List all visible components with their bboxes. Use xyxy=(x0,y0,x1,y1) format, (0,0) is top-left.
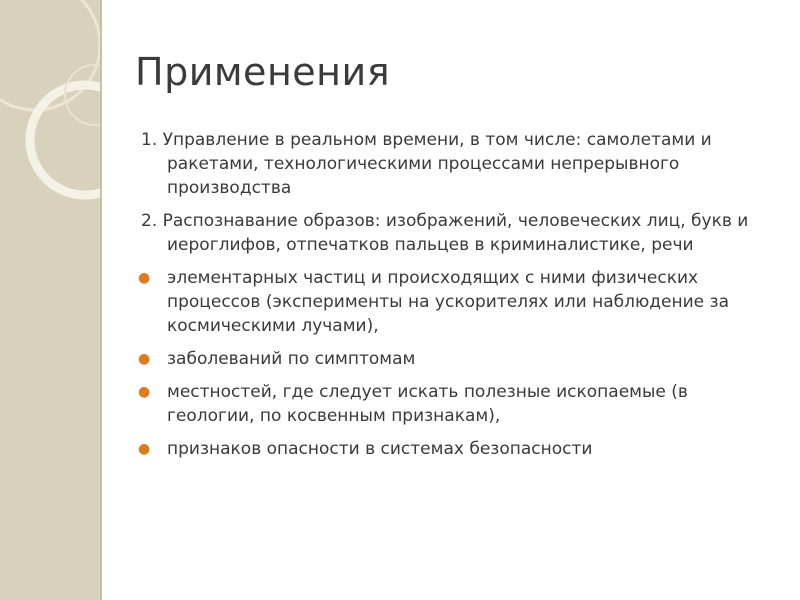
list-item xyxy=(135,128,775,200)
slide-title: Применения xyxy=(135,50,391,94)
bullet-icon: ● xyxy=(138,351,151,367)
list-item-text: заболеваний по симптомам xyxy=(167,349,416,369)
list-item-text: местностей, где следует искать полезные ископаемые (в геологии, по косвенным признакам), xyxy=(167,382,688,426)
list-item-text: 2. Распознавание образов: изображений, человеческих лиц, букв и иероглифов, отпечатков пальцев в криминалистике, речи xyxy=(141,211,749,255)
list-item xyxy=(135,347,775,371)
list-item xyxy=(135,209,775,257)
content-list xyxy=(135,128,775,470)
decorative-circles-icon xyxy=(0,0,100,600)
bullet-icon: ● xyxy=(138,384,151,400)
list-item-text: признаков опасности в системах безопасности xyxy=(167,439,593,459)
bullet-icon: ● xyxy=(138,441,151,457)
list-item xyxy=(135,380,775,428)
band-divider xyxy=(100,0,102,600)
bullet-icon: ● xyxy=(138,270,151,286)
list-item-text: элементарных частиц и происходящих с ними физических процессов (эксперименты на ускорителях или наблюдение за космическими лучами), xyxy=(167,268,729,336)
list-item-text: 1. Управление в реальном времени, в том числе: самолетами и ракетами, технологическими процессами непрерывного производства xyxy=(141,130,712,198)
list-item xyxy=(135,437,775,461)
decorative-side-band xyxy=(0,0,100,600)
list-item xyxy=(135,266,775,338)
